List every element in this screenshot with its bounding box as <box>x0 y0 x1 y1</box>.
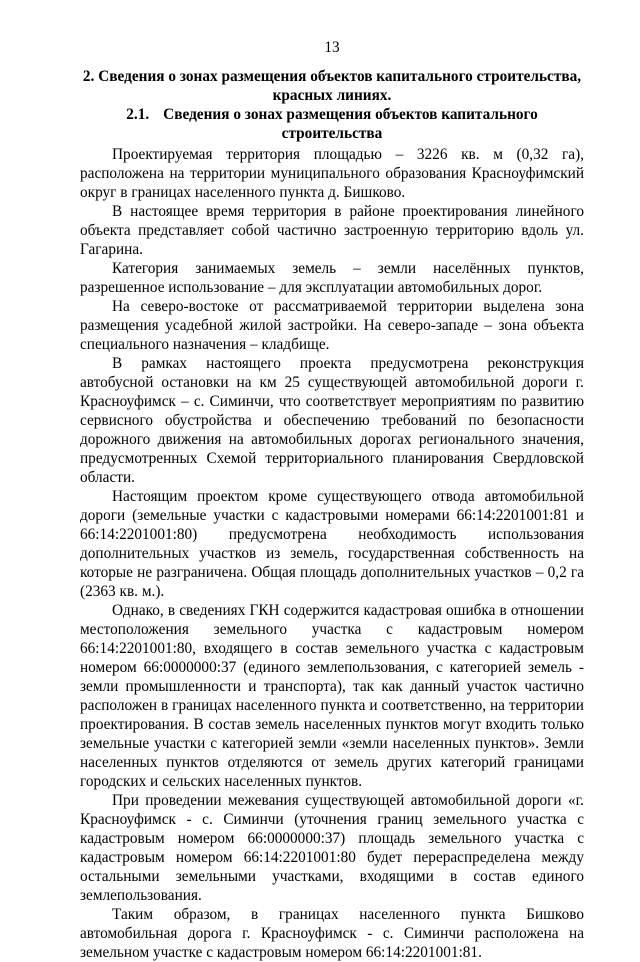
section-heading: 2. Сведения о зонах размещения объектов капитального строительства, красных линиях. <box>82 68 582 104</box>
paragraph: На северо-востоке от рассматриваемой территории выделена зона размещения усадебной жилой застройки. На северо-западе – зона объекта специального назначения – кладбище. <box>80 298 584 353</box>
paragraph: Проектируемая территория площадью – 3226 кв. м (0,32 га), расположена на территории муниципального образования Красноуфимский округ в границах населенного пункта д. Бишково. <box>80 146 584 201</box>
paragraph: Категория занимаемых земель – земли населённых пунктов, разрешенное использование – для эксплуатации автомобильных дорог. <box>80 260 584 296</box>
paragraph: Таким образом, в границах населенного пункта Бишково автомобильная дорога г. Красноуфимск - с. Симинчи расположена на земельном участке с кадастровым номером 66:14:2201001:81. <box>80 906 584 961</box>
subsection-title: Сведения о зонах размещения объектов капитального строительства <box>163 106 538 142</box>
page-number: 13 <box>324 39 340 56</box>
subsection-number: 2.1. <box>126 106 150 123</box>
paragraph: Настоящим проектом кроме существующего отвода автомобильной дороги (земельные участки с кадастровыми номерами 66:14:2201001:81 и 66:14:2201001:80) предусмотрена необходимость использования дополнительных участков из земель, государственная собственность на которые не разграничена. Общая площадь дополнительных участков – 0,2 га (2363 кв. м.). <box>80 488 584 600</box>
paragraph: В рамках настоящего проекта предусмотрена реконструкция автобусной остановки на км 25 существующей автомобильной дороги г. Красноуфимск – с. Симинчи, что соответствует мероприятиям по развитию сервисного обустройства и обеспечению требований по безопасности дорожного движения на автомобильных дорогах регионального значения, предусмотренных Схемой территориального планирования Свердловской области. <box>80 355 584 486</box>
paragraph: В настоящее время территория в районе проектирования линейного объекта представляет собой частично застроенную территорию вдоль ул. Гагарина. <box>80 203 584 258</box>
paragraph: Однако, в сведениях ГКН содержится кадастровая ошибка в отношении местоположения земельного участка с кадастровым номером 66:14:2201001:80, входящего в состав земельного участка с кадастровым номером 66:0000000:37 (единого землепользования, с категорией земель - земли промышленности и транспорта), так как данный участок частично расположен в границах населенного пункта и соответственно, на территории проектирования. В состав земель населенных пунктов могут входить только земельные участки с категорией земли «земли населенных пунктов». Земли населенных пунктов отделяются от земель других категорий границами городских и сельских населенных пунктов. <box>80 602 584 790</box>
subsection-heading <box>80 105 584 143</box>
paragraph: При проведении межевания существующей автомобильной дороги «г. Красноуфимск - с. Симинчи (уточнения границ земельного участка с кадастровым номером 66:0000000:37) площадь земельного участка с кадастровым номером 66:14:2201001:80 будет перераспределена между остальными земельными участками, входящими в состав единого землепользования. <box>80 792 584 904</box>
